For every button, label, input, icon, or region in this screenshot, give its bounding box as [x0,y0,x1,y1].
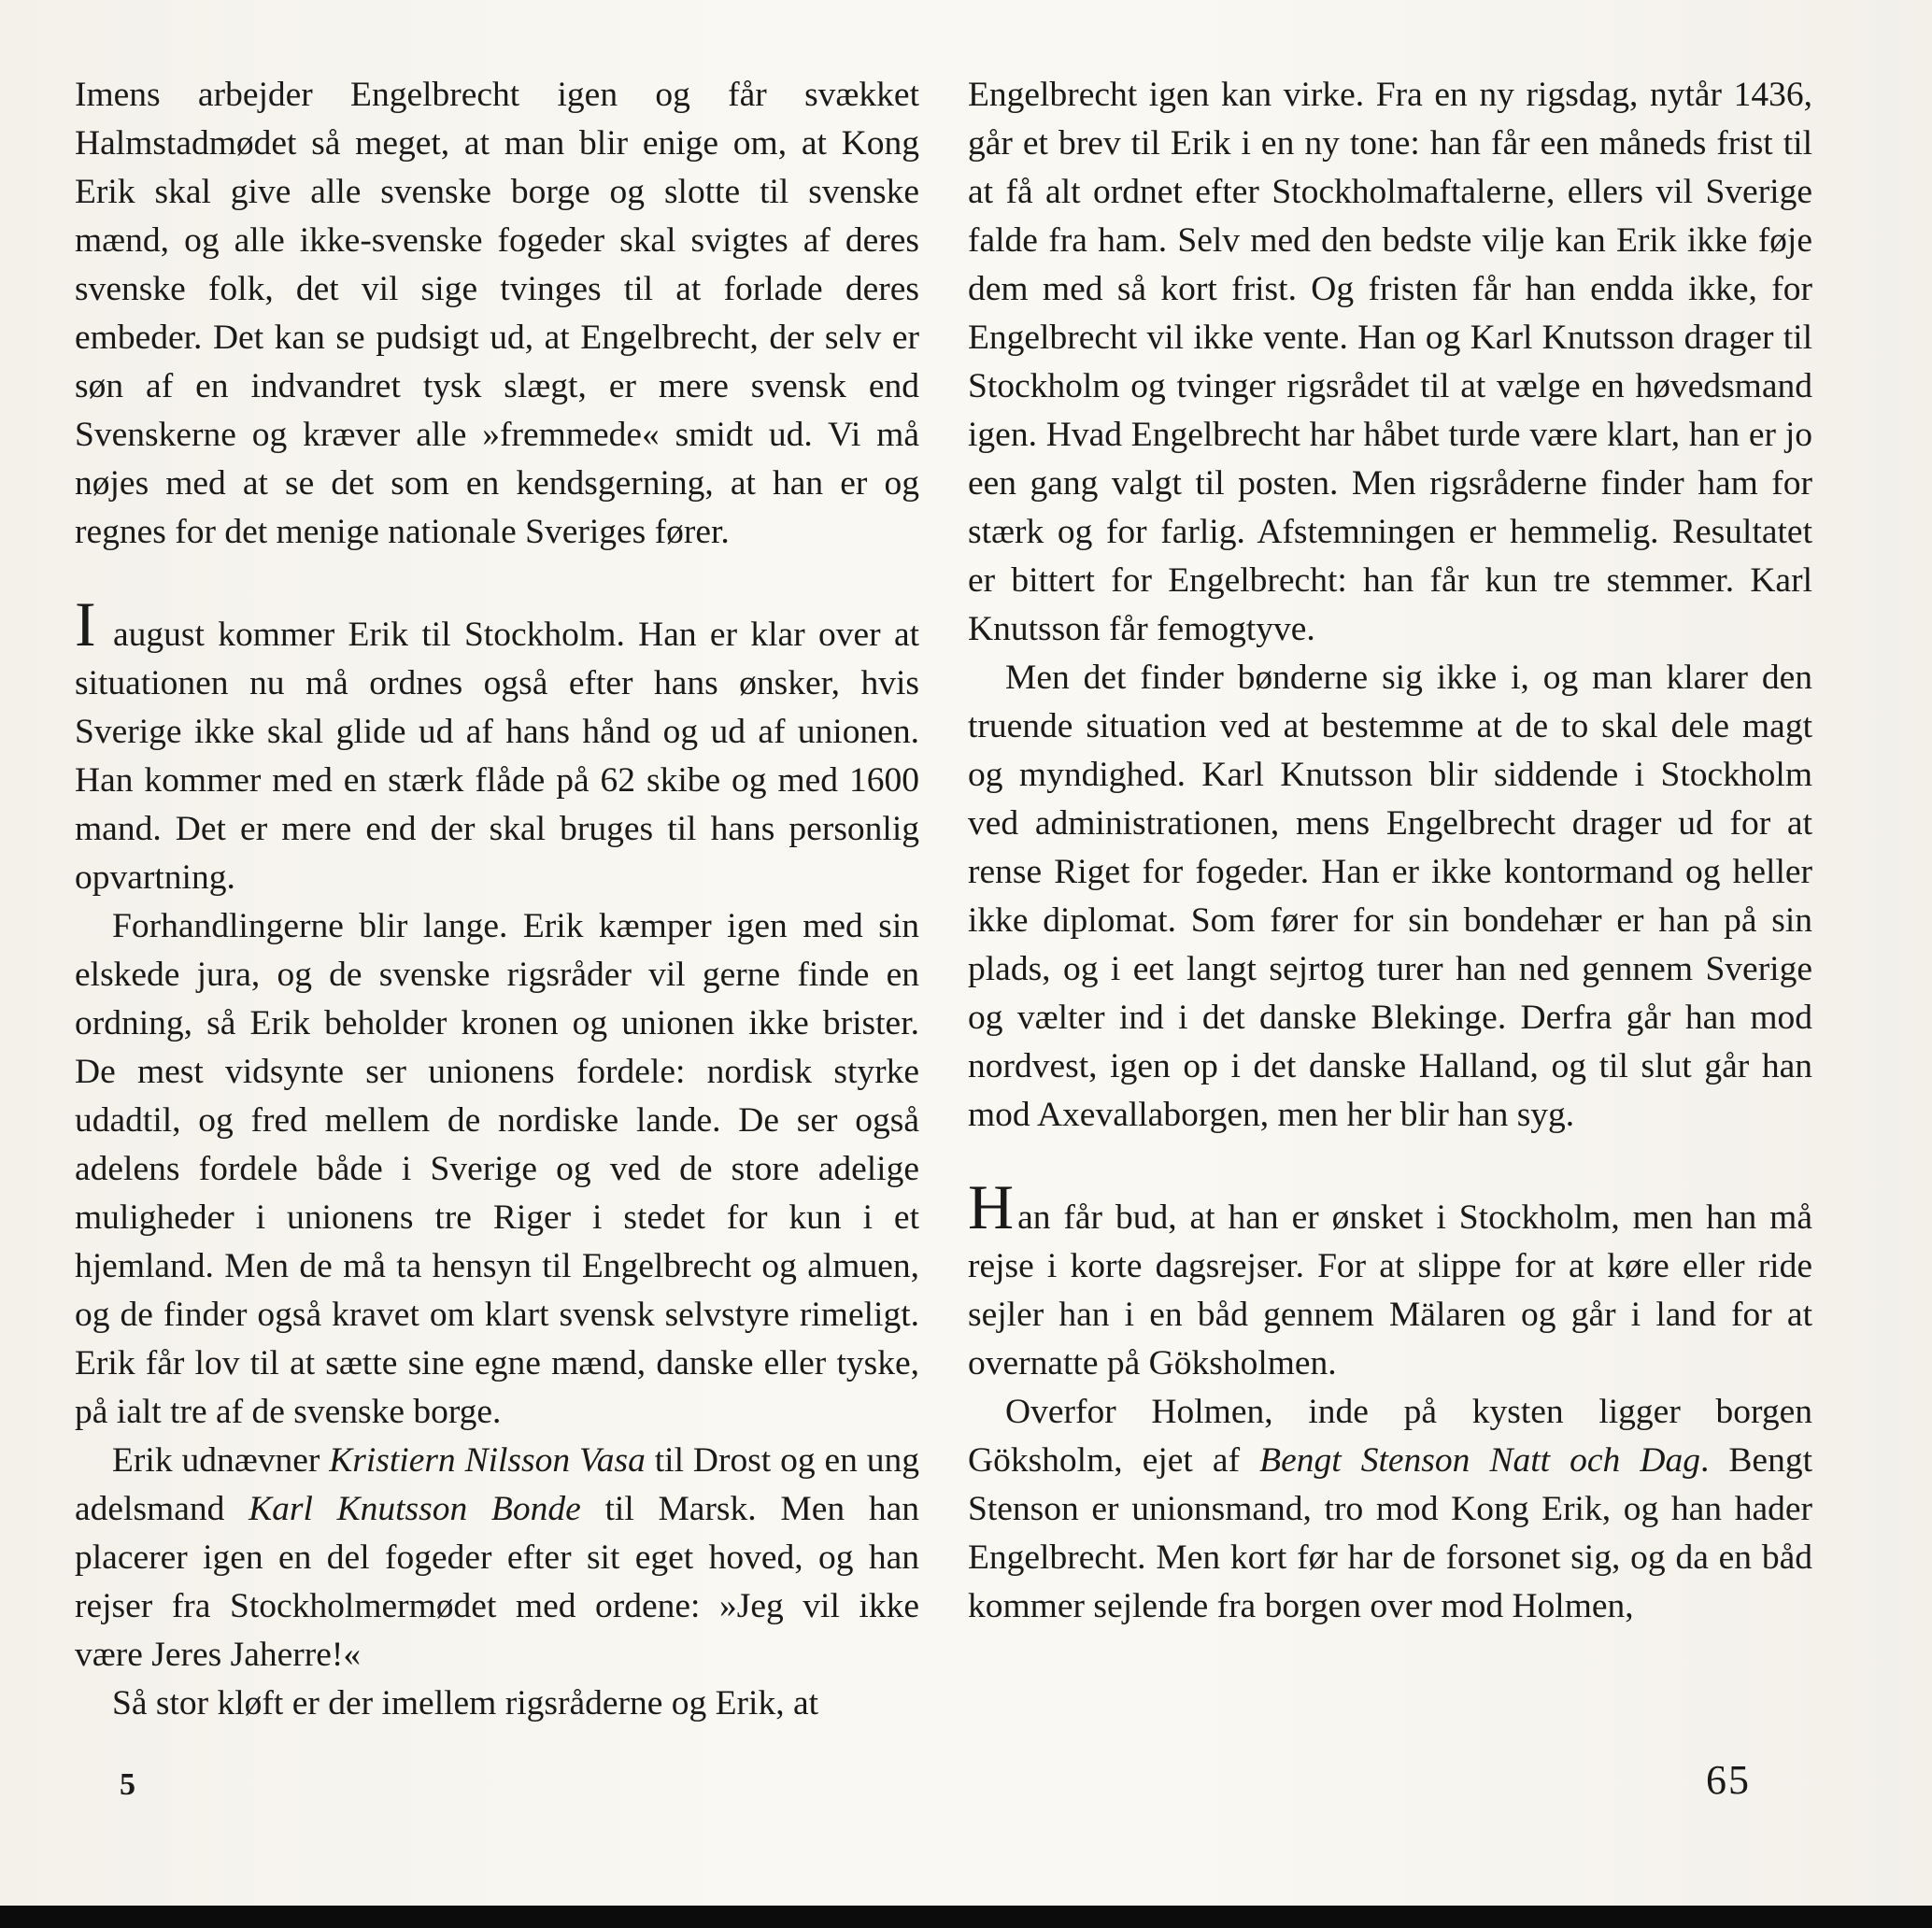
paragraph-text: Overfor Holmen, inde på kysten ligger borgen Göksholm, ejet af [968,1393,1812,1480]
paragraph-text: til Drost og en ung adelsmand [75,1441,920,1528]
initial-letter: H [968,1171,1015,1242]
page-bottom-edge [0,1906,1932,1928]
page-number: 65 [1706,1757,1751,1803]
paragraph-text: an får bud, at han er ønsket i Stockholm, men han må rejse i korte dagsrejser. For at slippe for at køre eller ride sejler han i en båd gennem Mälaren og går i land for at overnatte på Göksholmen. [968,1198,1812,1382]
signature-mark: 5 [120,1767,135,1802]
paragraph: Engelbrecht igen kan virke. Fra en ny rigsdag, nytår 1436, går et brev til Erik i en ny tone: han får een måneds frist til at få alt ordnet efter Stockholmaftalerne, ellers vil Sverige falde fra ham. Selv med den bedste vilje kan Erik ikke føje dem med så kort frist. Og fristen får han endda ikke, for Engelbrecht vil ikke vente. Han og Karl Knutsson drager til Stockholm og tvinger rigsrådet til at vælge en høvedsmand igen. Hvad Engelbrecht har håbet turde være klart, han er jo een gang valgt til posten. Men rigsråderne finder ham for stærk og for farlig. Afstemningen er hemmelig. Resultatet er bittert for Engelbrecht: han får kun tre stemmer. Karl Knutsson får femogtyve. [968,76,1812,648]
initial-letter: I [75,588,96,659]
paragraph-text: . Bengt Stenson er unionsmand, tro mod Kong Erik, og han hader Engelbrecht. Men kort før har de forsonet sig, og da en båd kommer sejlende fra borgen over mod Holmen, [968,1441,1812,1625]
paragraph [75,1437,919,1680]
paragraph: Imens arbejder Engelbrecht igen og får svækket Halmstadmødet så meget, at man blir enige om, at Kong Erik skal give alle svenske borge og slotte til svenske mænd, og alle ikke-svenske fogeder skal svigtes af deres svenske folk, det vil sige tvinges til at forlade deres embeder. Det kan se pudsigt ud, at Engelbrecht, der selv er søn af en indvandret tysk slægt, er mere svensk end Svenskerne og kræver alle »fremmede« smidt ud. Vi må nøjes med at se det som en kendsgerning, at han er og regnes for det menige nationale Sveriges fører. [75,76,919,551]
paragraph-text: Erik udnævner [112,1441,330,1480]
paragraph-text: til Marsk. Men han placerer igen en del fogeder efter sit eget hoved, og han rejser fra Stockholmermødet med ordene: »Jeg vil ikke være Jeres Jaherre!« [75,1490,919,1674]
paragraph: Så stor kløft er der imellem rigsråderne og Erik, at [112,1684,819,1722]
right-text-column [968,71,1812,1631]
left-text-column [75,71,919,1728]
section-paragraph [75,588,920,902]
person-name: Kristiern Nilsson Vasa [329,1441,646,1480]
paragraph: Forhandlingerne blir lange. Erik kæmper igen med sin elskede jura, og de svenske rigsråder vil gerne finde en ordning, så Erik beholder kronen og unionen ikke brister. De mest vidsynte ser unionens fordele: nordisk styrke udadtil, og fred mellem de nordiske lande. De ser også adelens fordele både i Sverige og ved de store adelige muligheder i unionens tre Riger i stedet for kun i et hjemland. Men de må ta hensyn til Engelbrecht og almuen, og de finder også kravet om klart svensk selvstyre rimeligt. Erik får lov til at sætte sine egne mænd, danske eller tyske, på ialt tre af de svenske borge. [75,907,919,1431]
person-name: Bengt Stenson Natt och Dag [1259,1441,1700,1480]
paragraph: Men det finder bønderne sig ikke i, og man klarer den truende situation ved at bestemme at de to skal dele magt og myndighed. Karl Knutsson blir siddende i Stockholm ved administrationen, mens Engelbrecht drager ud for at rense Riget for fogeder. Han er ikke kontormand og heller ikke diplomat. Som fører for sin bondehær er han på sin plads, og i eet langt sejrtog turer han ned gennem Sverige og vælter ind i det danske Blekinge. Derfra går han mod nordvest, igen op i det danske Halland, og til slut går han mod Axevallaborgen, men her blir han syg. [968,659,1812,1134]
section-paragraph [968,1171,1812,1388]
paragraph-text: august kommer Erik til Stockholm. Han er klar over at situationen nu må ordnes også efter hans ønsker, hvis Sverige ikke skal glide ud af hans hånd og ud af unionen. Han kommer med en stærk flåde på 62 skibe og med 1600 mand. Det er mere end der skal bruges til hans personlig opvartning. [75,616,920,897]
paragraph [968,1388,1812,1631]
person-name: Karl Knutsson Bonde [249,1490,581,1528]
